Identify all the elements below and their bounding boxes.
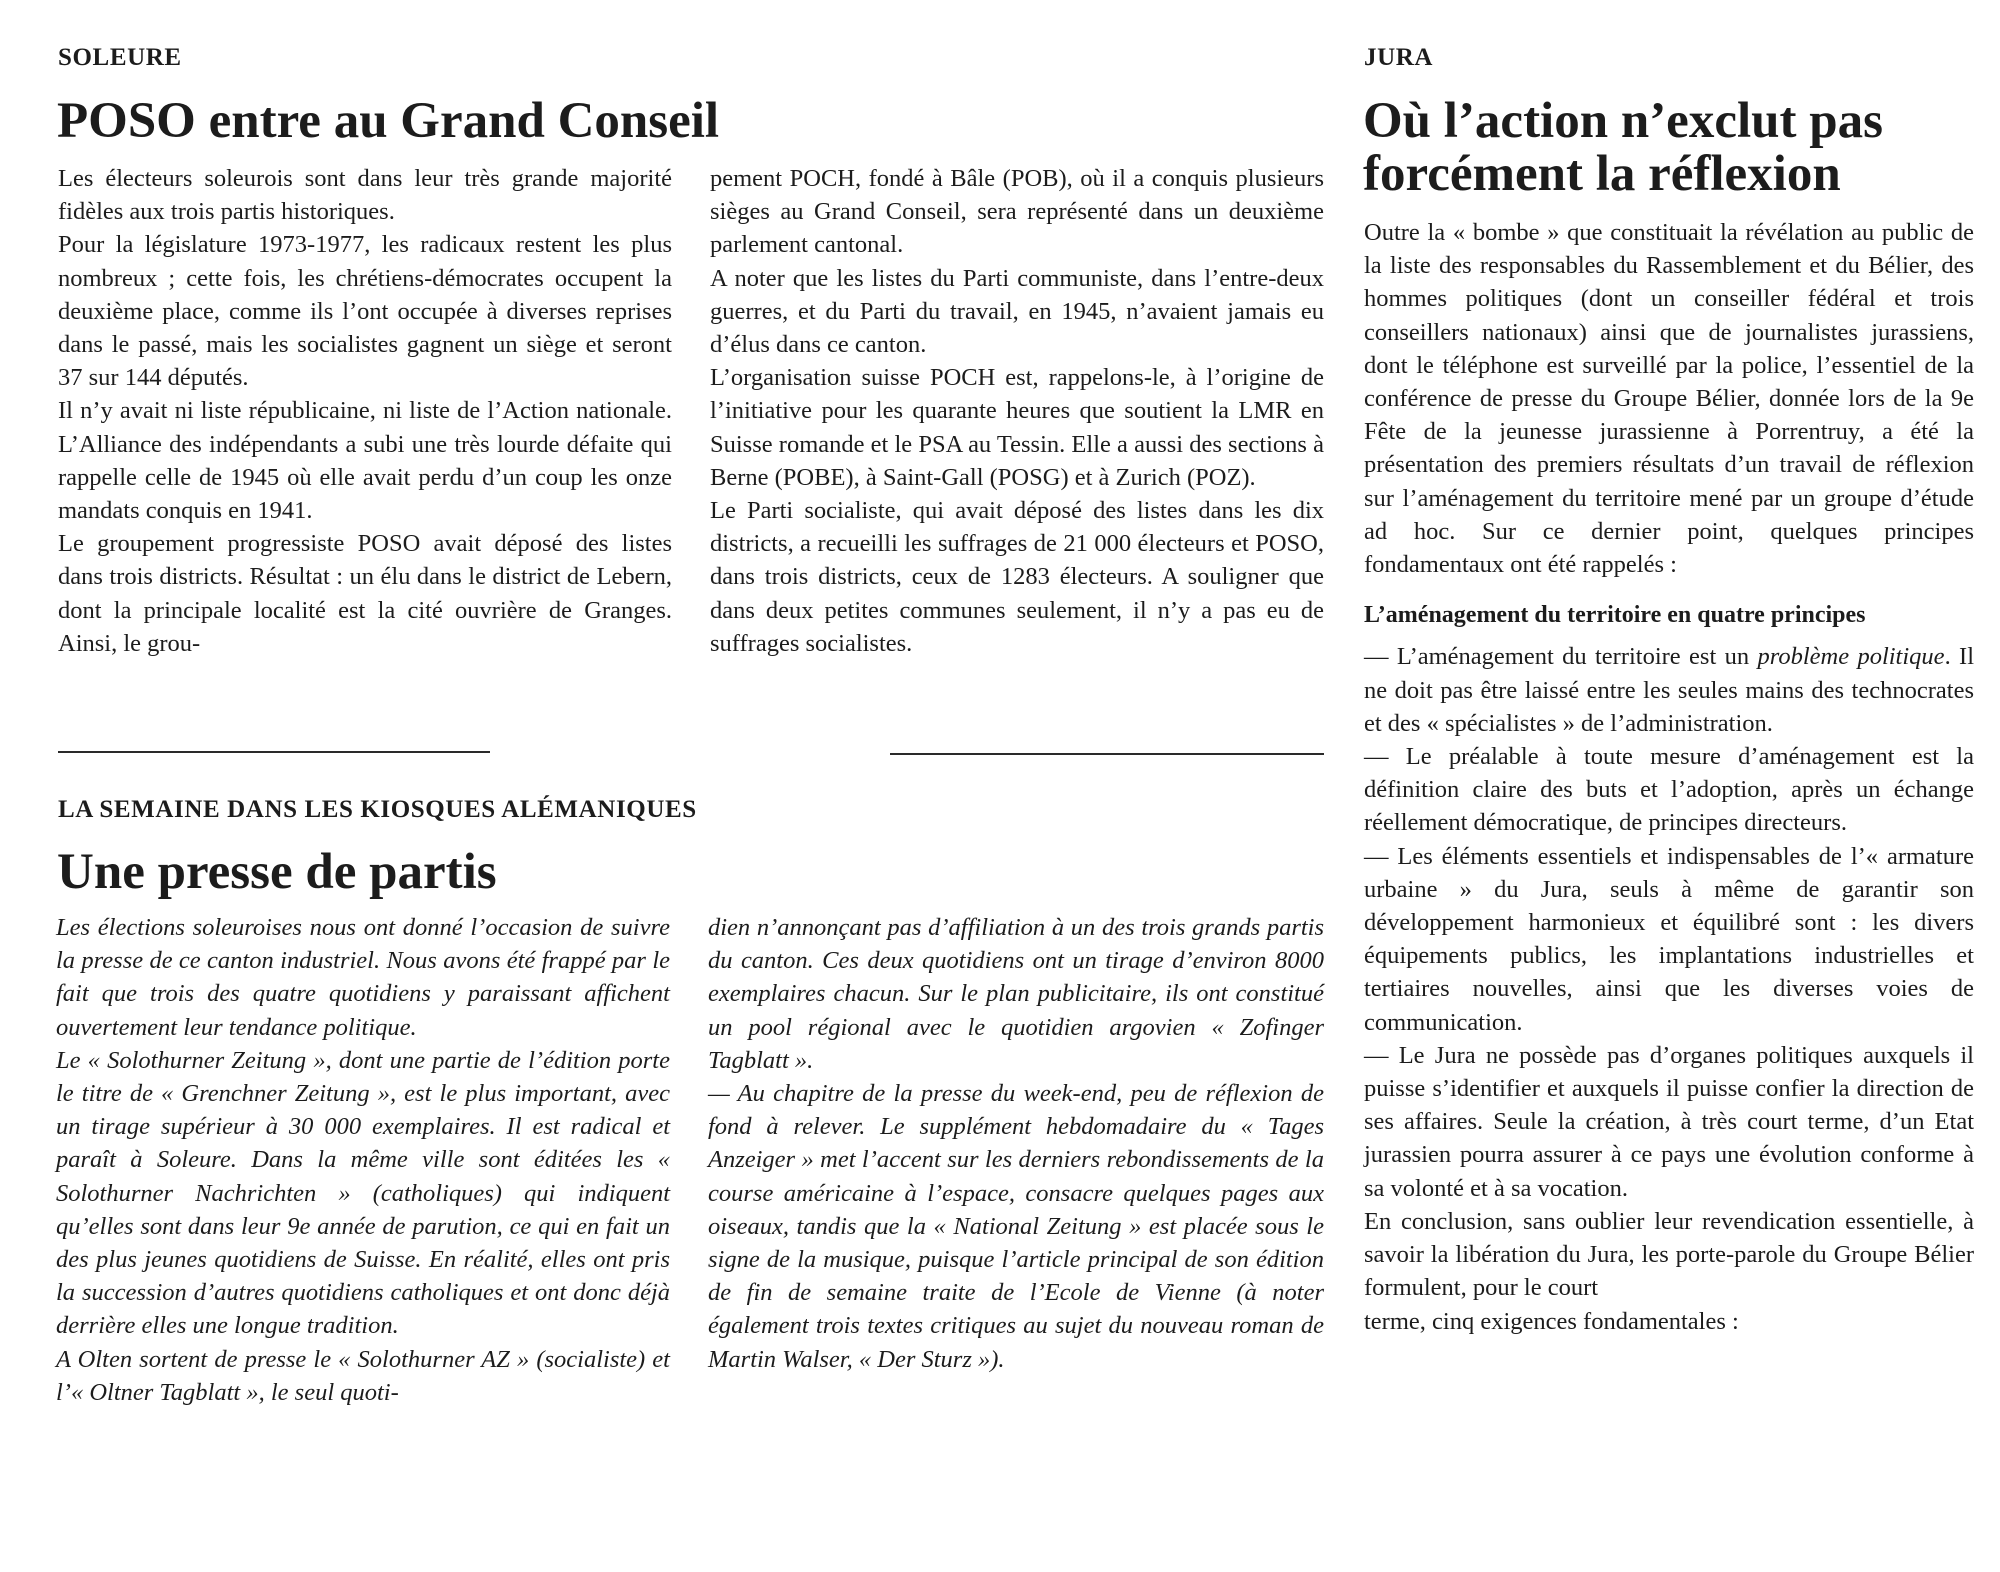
paragraph: L’organisation suisse POCH est, rappelons-le, à l’origine de l’initiative pour les quarante heures que soutient la LMR en Suisse romande et le PSA au Tessin. Elle a aussi des sections à Berne (POBE), à Saint-Gall (POSG) et à Zurich (POZ). (710, 364, 1324, 491)
divider-rule (890, 753, 1324, 755)
soleure-column-2 (710, 162, 1324, 660)
paragraph: A noter que les listes du Parti communiste, dans l’entre-deux guerres, et du Parti du travail, en 1945, n’avaient jamais eu d’élus dans ce canton. (710, 264, 1324, 359)
jura-headline (1363, 95, 1883, 201)
presse-headline: Une presse de partis (57, 844, 497, 900)
paragraph: Le groupement progressiste POSO avait déposé des listes dans trois districts. Résultat : un élu dans le district de Lebern, dont la principale localité est la cité ouvrière de Granges. Ainsi, le grou- (58, 530, 672, 657)
paragraph: Outre la « bombe » que constituait la révélation au public de la liste des responsables du Rassemblement et du Bélier, des hommes politiques (dont un conseiller fédéral et trois conseillers nationaux) ainsi que de journalistes jurassiens, dont le téléphone est surveillé par la police, l’essentiel de la conférence de presse du Groupe Bélier, donnée lors de la 9e Fête de la jeunesse jurassienne à Porrentruy, a été la présentation des premiers résultats d’un travail de réflexion sur l’aménagement du territoire mené par un groupe d’étude ad hoc. Sur ce dernier point, quelques principes fondamentaux ont été rappelés : (1364, 219, 1974, 579)
soleure-headline: POSO entre au Grand Conseil (57, 93, 720, 149)
paragraph: En conclusion, sans oublier leur revendication essentielle, à savoir la libération du Jura, les porte-parole du Groupe Bélier formulent, pour le court (1364, 1207, 1974, 1302)
jura-subheading: L’aménagement du territoire en quatre principes (1364, 602, 1866, 629)
paragraph: Il n’y avait ni liste républicaine, ni liste de l’Action nationale. L’Alliance des indépendants a subi une très lourde défaite qui rappelle celle de 1945 où elle avait perdu d’un coup les onze mandats conquis en 1941. (58, 397, 672, 525)
paragraph (1364, 640, 1974, 740)
paragraph: — Les éléments essentiels et indispensables de l’« armature urbaine » du Jura, seuls à même de garantir son développement harmonieux et équilibré sont : les divers équipements publics, les implantations industrielles et tertiaires nouvelles, ainsi que les diverses voies de communication. (1364, 842, 1974, 1036)
paragraph: Pour la législature 1973-1977, les radicaux restent les plus nombreux ; cette fois, les chrétiens-démocrates occupent la deuxième place, comme ils l’ont occupée à diverses reprises dans le passé, mais les socialistes gagnent un siège et seront 37 sur 144 députés. (58, 231, 672, 392)
paragraph: pement POCH, fondé à Bâle (POB), où il a conquis plusieurs sièges au Grand Conseil, sera représenté dans un deuxième parlement cantonal. (710, 165, 1324, 259)
presse-kicker: LA SEMAINE DANS LES KIOSQUES ALÉMANIQUES (58, 796, 697, 823)
paragraph: Les électeurs soleurois sont dans leur très grande majorité fidèles aux trois partis historiques. (58, 165, 672, 226)
soleure-column-1 (58, 162, 672, 660)
paragraph: — Le préalable à toute mesure d’aménagement est la définition claire des buts et l’adoption, après un échange réellement démocratique, de principes directeurs. (1364, 743, 1974, 837)
jura-headline-line: forcément la réflexion (1363, 146, 1841, 202)
text-run: — L’aménagement du territoire est un (1364, 643, 1758, 671)
text-run: . Il ne doit pas être laissé entre les seules mains des technocrates et des « spécialistes » de l’administration. (1364, 643, 1975, 737)
paragraph: dien n’annonçant pas d’affiliation à un des trois grands partis du canton. Ces deux quotidiens ont un tirage d’environ 8000 exemplaires chacun. Sur le plan publicitaire, ils ont constitué un pool régional avec le quotidien argovien « Zofinger Tagblatt ». (708, 914, 1324, 1074)
divider-rule (58, 751, 490, 753)
emphasis: problème politique (1757, 643, 1945, 671)
soleure-kicker: SOLEURE (58, 44, 182, 71)
paragraph: terme, cinq exigences fondamentales : (1364, 1307, 1739, 1335)
paragraph: Le Parti socialiste, qui avait déposé des listes dans les dix districts, a recueilli les suffrages de 21 000 électeurs et POSO, dans trois districts, ceux de 1283 électeurs. A souligner que dans deux petites communes seulement, il n’y a pas eu de suffrages socialistes. (710, 497, 1324, 657)
paragraph: Le « Solothurner Zeitung », dont une partie de l’édition porte le titre de « Grenchner Zeitung », est le plus important, avec un tirage supérieur à 30 000 exemplaires. Il est radical et paraît à Soleure. Dans la même ville sont éditées les « Solothurner Nachrichten » (catholiques) qui indiquent qu’elles sont dans leur 9e année de parution, ce qui en fait un des plus jeunes quotidiens de Suisse. En réalité, elles ont pris la succession d’autres quotidiens catholiques et ont donc déjà derrière elles une longue tradition. (56, 1046, 670, 1340)
paragraph: Les élections soleuroises nous ont donné l’occasion de suivre la presse de ce canton industriel. Nous avons été frappé par le fait que trois des quatre quotidiens y paraissant affichent ouvertement leur tendance politique. (56, 914, 670, 1041)
presse-column-1 (56, 911, 670, 1409)
jura-kicker: JURA (1364, 44, 1434, 71)
presse-column-2 (708, 911, 1324, 1376)
jura-column (1364, 216, 1974, 1338)
jura-headline-line: Où l’action n’exclut pas (1363, 93, 1883, 149)
paragraph: A Olten sortent de presse le « Solothurner AZ » (socialiste) et l’« Oltner Tagblatt », le seul quoti- (56, 1345, 670, 1406)
paragraph: — Au chapitre de la presse du week-end, peu de réflexion de fond à relever. Le supplément hebdomadaire du « Tages Anzeiger » met l’accent sur les derniers rebondissements de la course américaine à l’espace, consacre quelques pages aux oiseaux, tandis que la « National Zeitung » est placée sous le signe de la musique, puisque l’article principal de son édition de fin de semaine traite de l’Ecole de Vienne (à noter également trois textes critiques au sujet du nouveau roman de Martin Walser, « Der Sturz »). (708, 1080, 1324, 1373)
paragraph: — Le Jura ne possède pas d’organes politiques auxquels il puisse s’identifier et auxquels il puisse confier la direction de ses affaires. Seule la création, à très court terme, d’un Etat jurassien pourra assurer à ce pays une évolution conforme à sa volonté et à sa vocation. (1364, 1041, 1974, 1202)
